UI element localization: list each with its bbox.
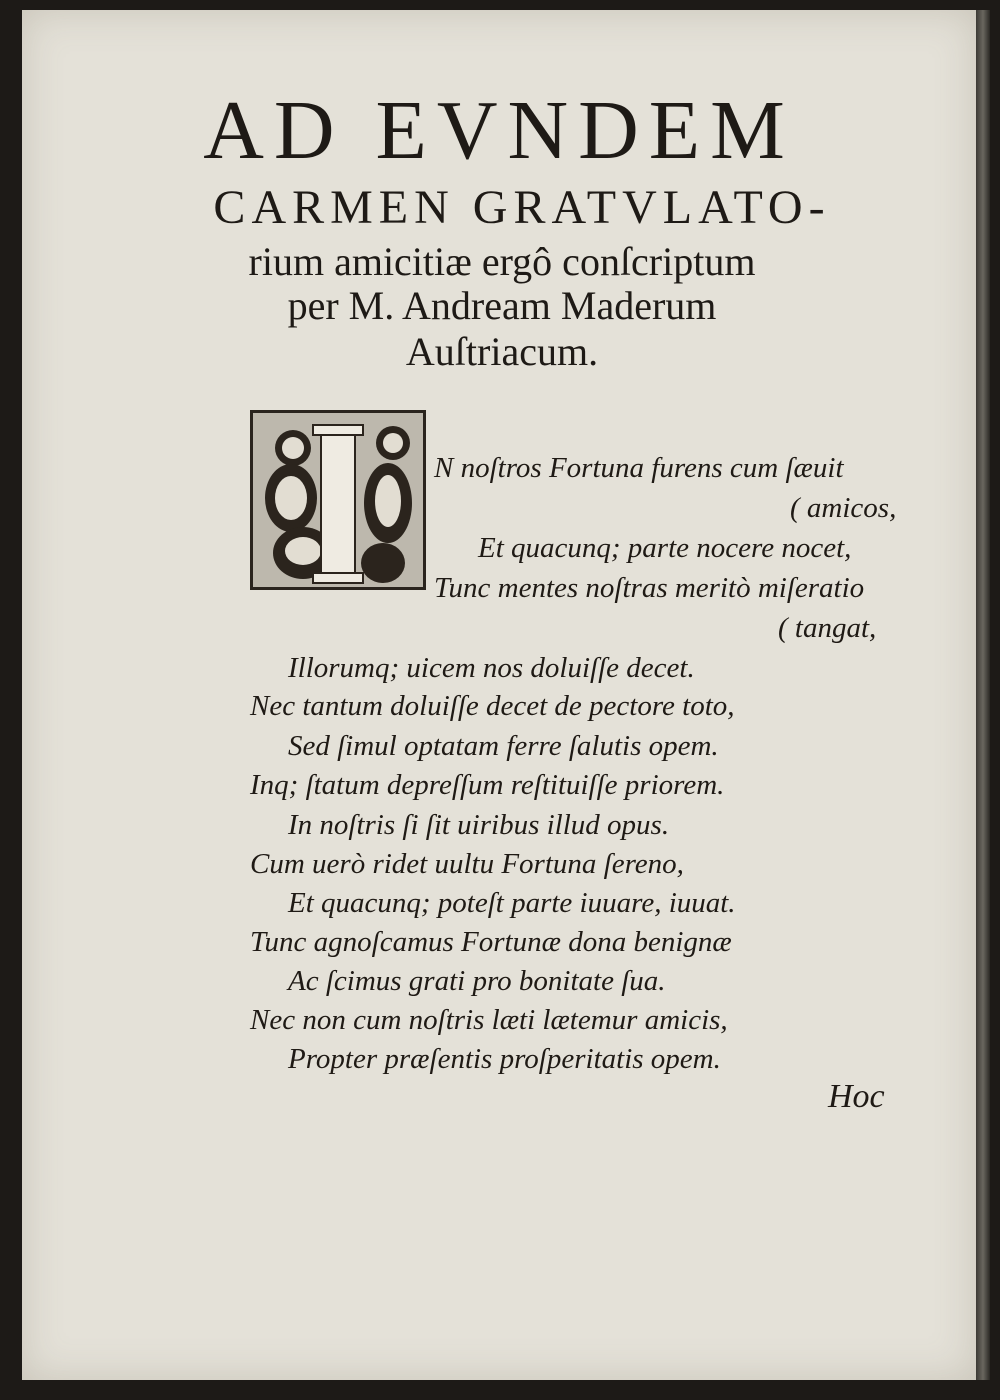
title-line-3: rium amicitiæ ergô conſcriptum xyxy=(248,239,756,284)
verse-line-4: Illorumq; uicem nos doluiſſe decet. xyxy=(288,652,695,684)
verse-line-1-turnover: ( amicos, xyxy=(790,492,897,524)
verse-line-10: Et quacunq; poteſt parte iuuare, iuuat. xyxy=(288,887,736,919)
title-line-4: per M. Andream Maderum xyxy=(287,283,717,328)
verse-line-14: Propter præſentis proſperitatis opem. xyxy=(288,1043,721,1075)
book-fore-edge xyxy=(976,10,990,1380)
woodcut-cherubs-illustration xyxy=(253,413,423,587)
verse-line-6: Sed ſimul optatam ferre ſalutis opem. xyxy=(288,730,719,762)
verse-line-7: Inq; ſtatum depreſſum reſtituiſſe priorem. xyxy=(250,769,725,801)
verse-line-3: Tunc mentes noſtras meritò miſeratio xyxy=(434,572,865,604)
decorated-initial-image xyxy=(250,410,426,590)
verse-line-13: Nec non cum noſtris læti lætemur amicis, xyxy=(250,1004,728,1036)
catchword: Hoc xyxy=(828,1078,885,1115)
verse-line-2: Et quacunq; parte nocere nocet, xyxy=(478,532,852,564)
verse-line-5: Nec tantum doluiſſe decet de pectore toto, xyxy=(250,690,735,722)
book-page xyxy=(22,10,976,1380)
title-line-2: CARMEN GRATVLATO- xyxy=(213,181,831,234)
title-line-1: AD EVNDEM xyxy=(203,84,795,177)
verse-line-8: In noſtris ſi ſit uiribus illud opus. xyxy=(288,809,670,841)
verse-line-12: Ac ſcimus grati pro bonitate ſua. xyxy=(288,965,666,997)
verse-line-11: Tunc agnoſcamus Fortunæ dona benignæ xyxy=(250,926,732,958)
verse-line-3-turnover: ( tangat, xyxy=(778,612,877,644)
verse-line-1: N noſtros Fortuna furens cum ſæuit xyxy=(434,452,844,484)
title-line-5: Auſtriacum. xyxy=(405,329,599,374)
verse-line-9: Cum uerò ridet uultu Fortuna ſereno, xyxy=(250,848,684,880)
